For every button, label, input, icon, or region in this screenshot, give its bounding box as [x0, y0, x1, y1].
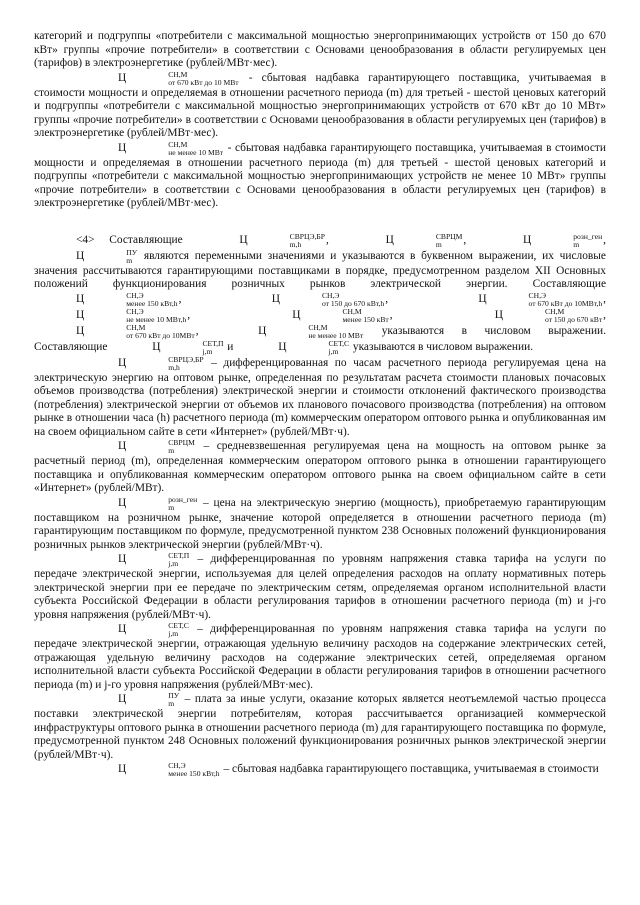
paragraph-p2	[34, 71, 606, 141]
symbol-superscript: СН,Э	[168, 761, 186, 770]
formula-symbol	[110, 340, 224, 356]
symbol-indices	[503, 308, 602, 324]
symbol-indices	[84, 324, 194, 340]
symbol-superscript: СВРЦМ	[168, 438, 195, 447]
symbol-subscript: не менее 10 МВт,h	[126, 314, 187, 324]
symbol-subscript: m	[573, 239, 580, 249]
formula-symbol	[34, 324, 196, 340]
symbol-superscript: СЕТ,С	[168, 621, 189, 630]
symbol-base: Ц	[152, 340, 161, 353]
term-symbol	[76, 552, 190, 568]
symbol-superscript: СН,М	[168, 139, 188, 149]
symbol-indices	[126, 762, 219, 778]
term-symbol	[76, 439, 196, 455]
symbol-base: Ц	[76, 249, 85, 262]
paragraph-text: – средневзвешенная регулируемая цена на мощность на оптовом рынке за расчетный период (m), определенная коммерческим оператором оптового рынка в отношении гарантирующего поставщика и опубликованная коммерческим оператором оптового рынка на своем официальном сайте в сети «Интернет» (рублей/МВт).	[34, 440, 606, 494]
symbol-indices	[300, 308, 388, 324]
symbol-base: Ц	[118, 71, 127, 84]
symbol-superscript: ПУ	[168, 691, 180, 700]
paragraph-p10	[34, 692, 606, 762]
symbol-subscript: m	[435, 239, 442, 249]
footnote-text: указываются в числовом выражении. Составляющие	[34, 324, 607, 353]
symbol-subscript: от 150 до 670 кВт,h	[321, 298, 385, 308]
symbol-base: Ц	[118, 440, 127, 452]
symbol-indices	[266, 324, 363, 340]
paragraph-text: - сбытовая надбавка гарантирующего поставщика, учитываемая в стоимости мощности и определяемая в отношении расчетного периода (m) для третьей - шестой ценовых категорий и подгруппы «потребители с максимальной мощностью энергопринимающих устройств не менее 10 МВт» группы «прочие потребители» в соответствии с Основами ценообразования в области регулируемых цен (тарифов) в электроэнергетике (рублей/МВт·мес).	[34, 141, 606, 209]
symbol-superscript: ПУ	[126, 247, 138, 257]
formula-symbol	[34, 308, 187, 324]
symbol-indices	[280, 292, 384, 308]
formula-symbol	[481, 233, 603, 249]
symbol-subscript: m	[126, 255, 133, 265]
paragraph-p6	[34, 439, 606, 496]
symbol-subscript: менее 150 кВт,h	[126, 298, 178, 308]
symbol-subscript: от 670 кВт до 10МВт,h	[528, 298, 603, 308]
formula-symbol	[436, 292, 603, 308]
symbol-superscript: СН,М	[545, 306, 565, 316]
paragraph-p9	[34, 622, 606, 692]
symbol-subscript: менее 150 кВт	[342, 314, 389, 324]
formula-symbol	[216, 324, 364, 340]
paragraph-p11	[34, 762, 606, 778]
paragraph-p3	[34, 141, 606, 211]
symbol-base: Ц	[258, 324, 267, 337]
symbol-indices	[126, 692, 179, 708]
symbol-indices	[487, 292, 603, 308]
paragraph-text: – плата за иные услуги, оказание которых является неотъемлемой частью процесса поставки электрической энергии потребителям, которая рассчитывается организацией коммерческой инфраструктуры оптового рынка в отношении расчетного периода (m) для гарантирующего поставщика по формуле, предусмотренной пунктом 248 Основных положений функционирования розничных рынков электрической энергии (рублей/МВт·ч).	[34, 693, 606, 761]
footnote-text: указываются в числовом выражении.	[350, 340, 534, 353]
symbol-indices	[84, 292, 177, 308]
symbol-indices	[248, 233, 325, 249]
term-symbol	[76, 356, 205, 372]
symbol-subscript: m	[168, 502, 175, 512]
symbol-superscript: розн_ген	[168, 494, 198, 504]
formula-symbol	[34, 292, 179, 308]
symbol-subscript: m,h	[289, 239, 302, 249]
formula-symbol	[453, 308, 603, 324]
symbol-base: Ц	[76, 324, 85, 337]
symbol-subscript: j,m	[328, 346, 339, 356]
symbol-indices	[126, 71, 238, 87]
symbol-indices	[126, 552, 189, 568]
symbol-superscript: СВРЦМ	[435, 231, 463, 241]
document-page	[34, 30, 606, 778]
paragraph-text: - сбытовая надбавка гарантирующего поставщика, учитываемая в стоимости мощности и определяемая в отношении расчетного периода (m) для третьей - шестой ценовых категорий и подгруппы «потребители с максимальной мощностью энергопринимающих устройств от 670 кВт до 10 МВт» группы «прочие потребители» в соответствии с Основами ценообразования в области регулируемых цен (тарифов) в электроэнергетике (рублей/МВт·мес).	[34, 71, 606, 139]
paragraph-text: – дифференцированная по часам расчетного периода регулируемая цена на электрическую энергию на оптовом рынке, определенная по результатам расчета стоимости плановых почасовых объемов производства (потребления) электрической энергии и стоимости отклонений фактического производства (потребления) электрической энергии от объемов их планового почасового производства (потребления) на оптовом рынке в отношении часа (h) расчетного периода (m) коммерческим оператором оптового рынка и опубликованная им на своем официальном сайте в сети «Интернет» (рублей/МВт·ч).	[34, 356, 606, 438]
symbol-subscript: j,m	[168, 629, 179, 638]
symbol-base: Ц	[118, 763, 127, 775]
formula-symbol	[230, 292, 385, 308]
symbol-superscript: СН,Э	[528, 290, 547, 300]
symbol-base: Ц	[118, 693, 127, 705]
footnote-text: являются переменными значениями и указываются в буквенном выражении, их числовые значения рассчитываются гарантирующими поставщиками в порядке, предусмотренном разделом XII Основных положений функционирования розничных рынков электрической энергии. Составляющие	[34, 249, 606, 290]
symbol-base: Ц	[292, 308, 301, 321]
formula-symbol	[197, 233, 326, 249]
symbol-subscript: j,m	[168, 559, 179, 568]
symbol-base: Ц	[118, 623, 127, 635]
symbol-subscript: от 150 до 670 кВт	[545, 314, 603, 324]
paragraph-p1	[34, 30, 606, 71]
symbol-base: Ц	[494, 308, 504, 321]
symbol-indices	[126, 439, 195, 455]
symbol-base: Ц	[118, 356, 127, 369]
symbol-base: Ц	[523, 233, 532, 246]
term-symbol	[76, 762, 221, 778]
section-gap	[34, 211, 606, 233]
footnote-lead: <4> Составляющие	[76, 233, 198, 246]
paragraph-text: – сбытовая надбавка гарантирующего поставщика, учитываемая в стоимости	[220, 763, 599, 775]
symbol-base: Ц	[76, 308, 85, 321]
symbol-indices	[126, 496, 197, 512]
symbol-base: Ц	[239, 233, 248, 246]
symbol-base: Ц	[271, 292, 280, 305]
symbol-superscript: розн_ген	[573, 231, 603, 241]
symbol-base: Ц	[118, 496, 127, 509]
symbol-base: Ц	[118, 553, 127, 565]
symbol-subscript: от 670 кВт до 10 МВт	[168, 77, 239, 87]
symbol-subscript: не менее 10 МВт	[168, 147, 224, 157]
symbol-indices	[126, 356, 203, 372]
term-symbol	[76, 692, 180, 708]
symbol-superscript: СН,М	[342, 306, 362, 316]
paragraph-text: категорий и подгруппы «потребители с максимальной мощностью энергопринимающих устройств от 150 до 670 кВт» группы «прочие потребители» в соответствии с Основами ценообразования в области регулируемых цен (тарифов) в электроэнергетике (рублей/МВт·мес).	[34, 30, 606, 69]
symbol-subscript: менее 150 кВт,h	[168, 769, 220, 778]
footnote-text: и	[224, 340, 237, 353]
symbol-superscript: СН,Э	[321, 290, 340, 300]
paragraph-p7	[34, 496, 606, 553]
formula-symbol	[250, 308, 389, 324]
symbol-subscript: от 670 кВт до 10МВт	[126, 330, 195, 340]
symbol-indices	[286, 340, 349, 356]
symbol-superscript: СВРЦЭ,БР	[289, 231, 325, 241]
symbol-subscript: j,m	[202, 346, 213, 356]
symbol-indices	[394, 233, 463, 249]
symbol-superscript: СН,М	[126, 322, 146, 332]
symbol-superscript: СЕТ,П	[202, 338, 224, 348]
formula-symbol	[34, 249, 138, 265]
symbol-subscript: m	[168, 446, 175, 455]
symbol-superscript: СЕТ,П	[168, 551, 190, 560]
paragraph-text: – дифференцированная по уровням напряжения ставка тарифа на услуги по передаче электрической энергии, используемая для целей определения расходов на оплату нормативных потерь электрической энергии при ее передаче по электрическим сетям, определяемая органом исполнительной власти субъекта Российской Федерации в области регулирования тарифов в отношении расчетного периода (m) и j-го уровня напряжения (рублей/МВт·ч).	[34, 553, 606, 621]
symbol-indices	[531, 233, 602, 249]
paragraph-text: – цена на электрическую энергию (мощность), приобретаемую гарантирующим поставщиком на розничном рынке, значение которой определяется в отношении расчетного периода (m) гарантирующим поставщиком по формуле, предусмотренной пунктом 238 Основных положений функционирования розничных рынков электрической энергии (рублей/МВт·ч).	[34, 496, 606, 551]
formula-symbol	[344, 233, 464, 249]
symbol-indices	[160, 340, 223, 356]
term-symbol	[76, 496, 198, 512]
symbol-superscript: СН,М	[308, 322, 328, 332]
symbol-indices	[84, 249, 137, 265]
footnote-4: <4> Составляющие Ц СВРЦЭ,БР m,h , Ц СВРЦМ m , Ц розн_ген m , Ц ПУ m являются переменными значениями и указываются в буквенном выражении, их числовые значения рассчитываются гарантирующими поставщиками в порядке, предусмотренном разделом XII Основных положений функционирования розничных рынков электрической энергии. Составляющие Ц СН,Э менее 150 кВт,h , Ц СН,Э от 150 до 670 кВт,h , Ц СН,Э от 670 кВт до 10МВт,h , Ц СН,Э не менее 10 МВт,h , Ц СН,М менее 150 кВт , Ц СН,М от 150 до 670 кВт , Ц СН,М от 670 кВт до 10МВт , Ц СН,М не менее 10 МВт указываются в числовом выражении. Составляющие Ц СЕТ,П j,m и Ц СЕТ,С j,m указываются в числовом выражении.	[34, 231, 607, 356]
symbol-subscript: m,h	[168, 362, 180, 372]
paragraph-p8	[34, 552, 606, 622]
term-symbol	[76, 71, 240, 87]
term-symbol	[76, 141, 224, 157]
formula-symbol	[236, 340, 350, 356]
symbol-indices	[126, 141, 223, 157]
symbol-base: Ц	[278, 340, 287, 353]
symbol-base: Ц	[478, 292, 487, 305]
symbol-subscript: не менее 10 МВт	[308, 330, 364, 340]
symbol-indices	[84, 308, 186, 324]
symbol-base: Ц	[118, 141, 127, 154]
symbol-base: Ц	[76, 292, 85, 305]
term-symbol	[76, 622, 190, 638]
symbol-superscript: СЕТ,С	[328, 338, 350, 348]
symbol-indices	[126, 622, 189, 638]
symbol-base: Ц	[385, 233, 394, 246]
paragraph-text: – дифференцированная по уровням напряжения ставка тарифа на услуги по передаче электрической энергии, отражающая удельную величину расходов на содержание электрических сетей, отражающая удельную величину расходов на содержание электрических сетей, определяемая органом исполнительной власти субъекта Российской Федерации в области регулирования тарифов в отношении расчетного периода (m) и j-го уровня напряжения (рублей/МВт·мес).	[34, 623, 606, 691]
symbol-superscript: СН,М	[168, 69, 188, 79]
symbol-superscript: СН,Э	[126, 306, 144, 316]
symbol-superscript: СН,Э	[126, 290, 144, 300]
symbol-subscript: m	[168, 699, 175, 708]
paragraph-p5	[34, 356, 606, 440]
symbol-superscript: СВРЦЭ,БР	[168, 354, 204, 364]
